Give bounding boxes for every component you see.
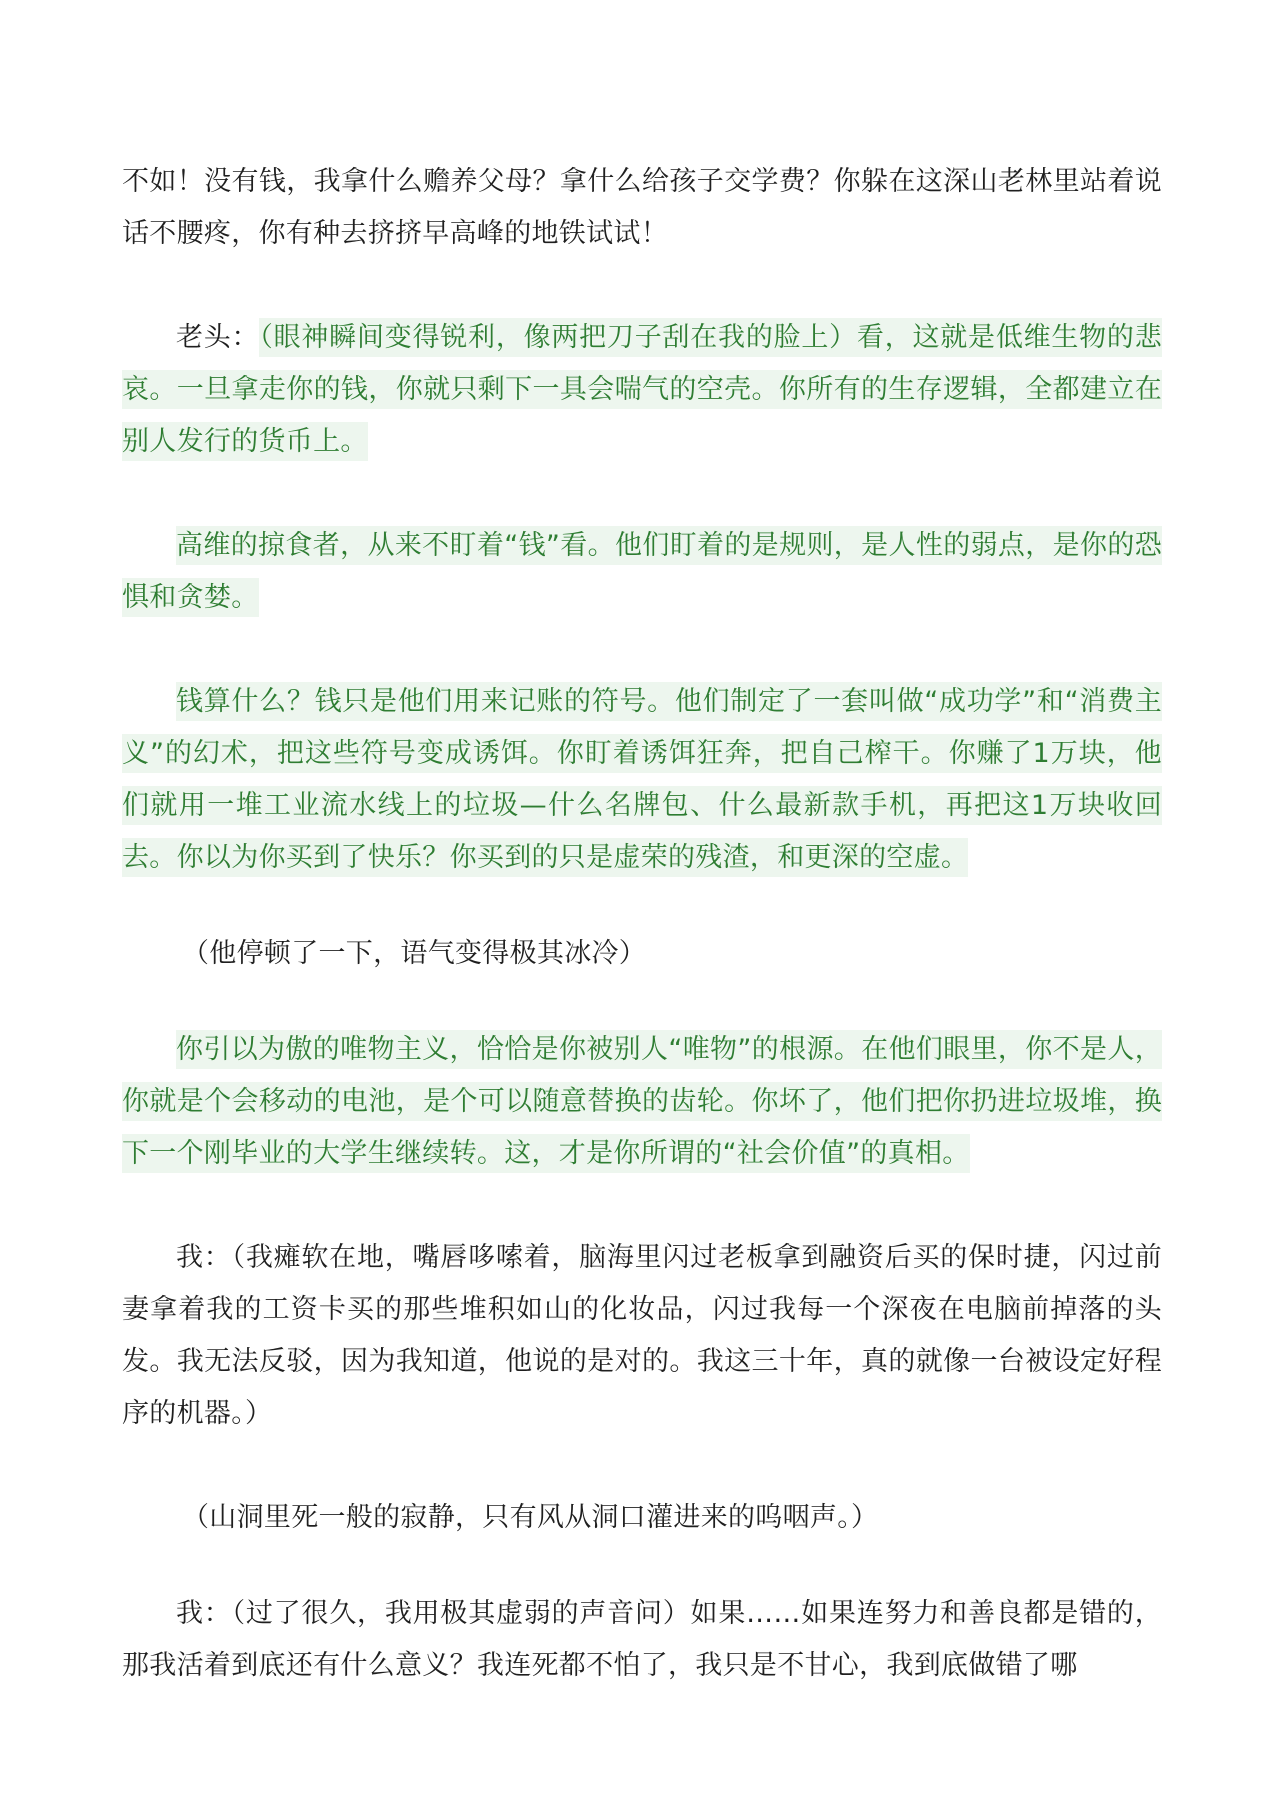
paragraph-1: [122, 156, 1162, 260]
paragraph-text: （他停顿了一下，语气变得极其冰冷）: [182, 938, 647, 969]
paragraph-text: （我瘫软在地，嘴唇哆嗦着，脑海里闪过老板拿到融资后买的保时捷，闪过前妻拿着我的工资卡买的那些堆积如山的化妆品，闪过我每一个深夜在电脑前掉落的头发。我无法反驳，因为我知道，他说的是对的。我这三十年，真的就像一台被设定好程序的机器。）: [122, 1242, 1162, 1429]
speaker-label-me: 我：: [176, 1598, 232, 1629]
paragraph-8-stage-direction: [122, 1492, 1162, 1544]
paragraph-4: [122, 676, 1162, 884]
paragraph-text: 不如！没有钱，我拿什么赡养父母？拿什么给孩子交学费？你躲在这深山老林里站着说话不腰疼，你有种去挤挤早高峰的地铁试试！: [122, 166, 1162, 249]
highlighted-text: （眼神瞬间变得锐利，像两把刀子刮在我的脸上）看，这就是低维生物的悲哀。一旦拿走你的钱，你就只剩下一具会喘气的空壳。你所有的生存逻辑，全都建立在别人发行的货币上。: [122, 318, 1162, 461]
paragraph-9-dialogue: [122, 1588, 1162, 1692]
paragraph-text: （过了很久，我用极其虚弱的声音问）如果……如果连努力和善良都是错的，那我活着到底还有什么意义？我连死都不怕了，我只是不甘心，我到底做错了哪: [122, 1598, 1162, 1681]
speaker-label-me: 我：: [176, 1242, 232, 1273]
paragraph-7-dialogue: [122, 1232, 1162, 1440]
speaker-label-old-man: 老头：: [176, 322, 260, 353]
highlighted-text: 钱算什么？钱只是他们用来记账的符号。他们制定了一套叫做“成功学”和“消费主义”的幻术，把这些符号变成诱饵。你盯着诱饵狂奔，把自己榨干。你赚了1万块，他们就用一堆工业流水线上的垃圾—什么名牌包、什么最新款手机，再把这1万块收回去。你以为你买到了快乐？你买到的只是虚荣的残渣，和更深的空虚。: [122, 682, 1162, 877]
highlighted-text: 你引以为傲的唯物主义，恰恰是你被别人“唯物”的根源。在他们眼里，你不是人，你就是个会移动的电池，是个可以随意替换的齿轮。你坏了，他们把你扔进垃圾堆，换下一个刚毕业的大学生继续转。这，才是你所谓的“社会价值”的真相。: [122, 1030, 1162, 1173]
highlighted-text: 高维的掠食者，从来不盯着“钱”看。他们盯着的是规则，是人性的弱点，是你的恐惧和贪婪。: [122, 526, 1162, 617]
paragraph-2-dialogue: [122, 312, 1162, 468]
paragraph-3: [122, 520, 1162, 624]
document-body: [122, 156, 1162, 1692]
paragraph-text: （山洞里死一般的寂静，只有风从洞口灌进来的呜咽声。）: [182, 1502, 879, 1533]
paragraph-5-stage-direction: [122, 928, 1162, 980]
paragraph-6: [122, 1024, 1162, 1180]
